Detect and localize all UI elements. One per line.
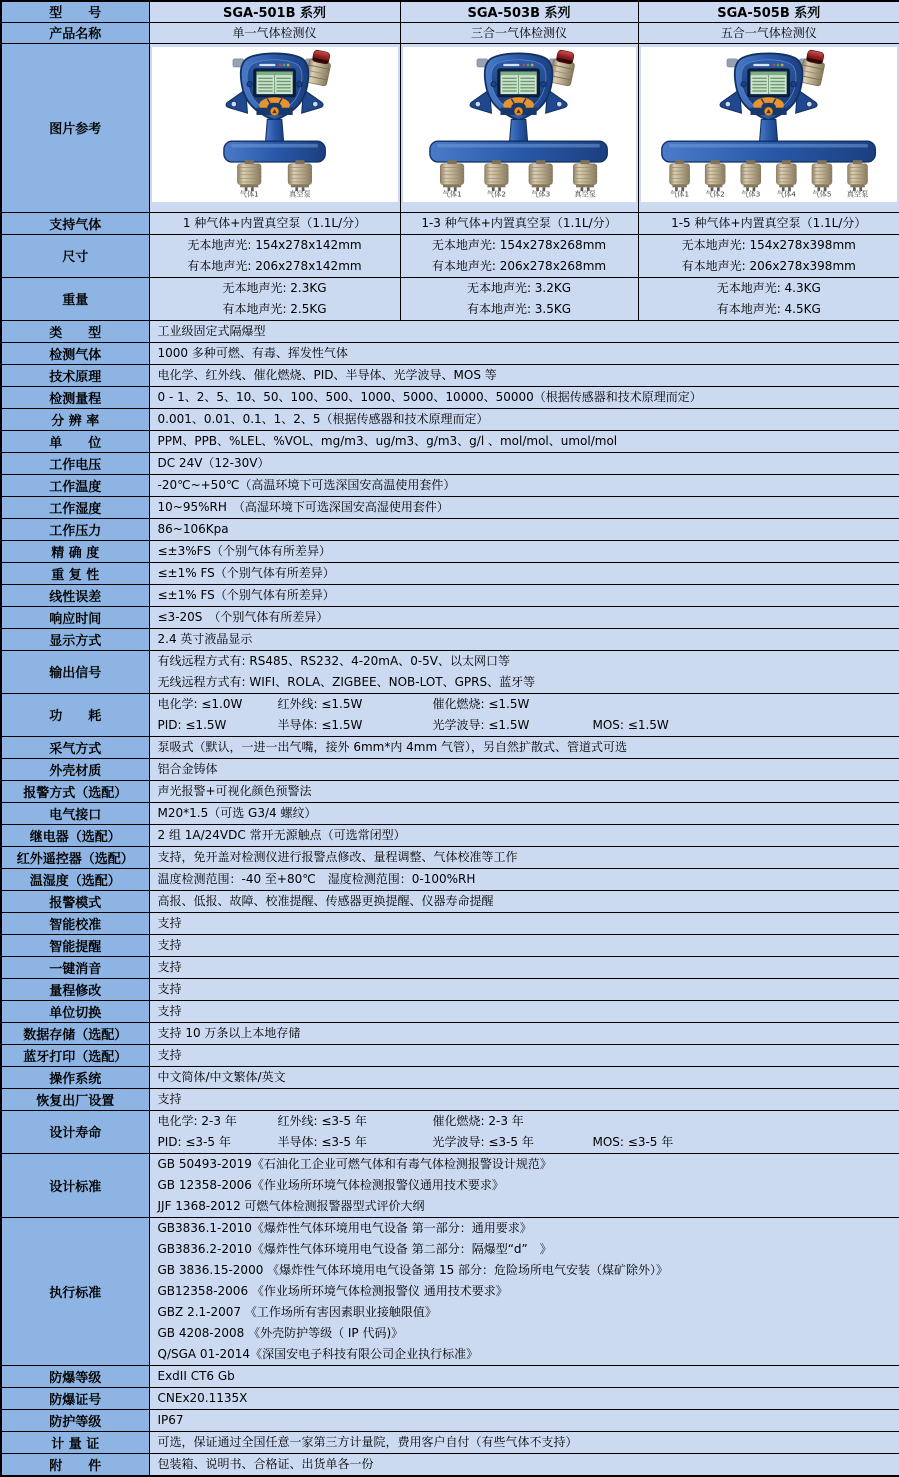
spec-row [1,540,899,562]
spec-text-line: 0 - 1、2、5、10、50、100、500、1000、5000、10000、50000（根据传感器和技术原理而定） [150,387,899,408]
spec-text-line: 支持 [150,1089,899,1110]
spec-value [149,408,899,430]
spec-value [149,934,899,956]
spec-text-line: PPM、PPB、%LEL、%VOL、mg/m3、ug/m3、g/m3、g/l 、mol/mol、umol/mol [150,431,899,452]
spec-value [149,320,899,342]
spec-segment: 红外线: ≤3-5 年 [278,1111,433,1132]
spec-text-line: 有本地声光: 206x278x398mm [639,256,899,277]
spec-value [149,802,899,824]
model-row [1,1,899,22]
spec-segment: 催化燃烧: ≤1.5W [433,694,593,715]
spec-label: 工作压力 [1,518,149,540]
spec-row [1,452,899,474]
spec-row [1,802,899,824]
spec-row [1,628,899,650]
spec-text-line: 无线远程方式有: WIFI、ROLA、ZIGBEE、NOB-LOT、GPRS、蓝牙等 [150,672,899,693]
spec-value [638,277,899,320]
spec-label: 技术原理 [1,364,149,386]
spec-row [1,846,899,868]
spec-text-line: 包装箱、说明书、合格证、出货单各一份 [150,1454,899,1475]
model-name: SGA-505B 系列 [638,1,899,22]
button-right [297,81,302,86]
spec-value [149,1217,899,1365]
sensor-label: 气体1 [670,189,689,198]
spec-text-line [150,715,899,736]
sensor-label: 气体1 [240,189,259,198]
product-photo [641,47,898,202]
spec-value [149,890,899,912]
spec-label: 蓝牙打印（选配） [1,1044,149,1066]
spec-text-line: GBZ 2.1-2007 《工作场所有害因素职业接触限值》 [150,1302,899,1323]
model-name: SGA-501B 系列 [149,1,400,22]
spec-label: 分 辨 率 [1,408,149,430]
product-name: 五合一气体检测仪 [638,22,899,43]
product-photo [403,47,636,202]
spec-text-line: 中文简体/中文繁体/英文 [150,1067,899,1088]
spec-text-line: GB 4208-2008 《外壳防护等级（ IP 代码)》 [150,1323,899,1344]
logo [504,64,520,66]
spec-segment: 光学波导: ≤3-5 年 [433,1132,593,1153]
spec-value [149,1365,899,1387]
spec-row [1,912,899,934]
spec-segment: PID: ≤1.5W [158,715,278,736]
spec-text-line: 2.4 英寸液晶显示 [150,629,899,650]
spec-value [400,212,638,234]
neck [760,119,778,142]
spec-value [149,758,899,780]
spec-value [149,562,899,584]
spec-text-line: 有线远程方式有: RS485、RS232、4-20mA、0-5V、以太网口等 [150,651,899,672]
spec-label: 执行标准 [1,1217,149,1365]
spec-label: 外壳材质 [1,758,149,780]
spec-text-line: 铝合金铸体 [150,759,899,780]
spec-segment: 电化学: ≤1.0W [158,694,278,715]
spec-text-line: JJF 1368-2012 可燃气体检测报警器型式评价大纲 [150,1196,899,1217]
spec-text-line: 10~95%RH （高湿环境下可选深国安高湿使用套件） [150,497,899,518]
led-red [523,64,526,67]
spec-segment: 催化燃烧: 2-3 年 [433,1111,593,1132]
alarm-beacon [549,49,577,86]
spec-text-line: 支持 [150,979,899,1000]
spec-row [1,736,899,758]
spec-row [1,1387,899,1409]
spec-row [1,562,899,584]
logo [753,64,769,66]
spec-value [149,452,899,474]
spec-text-line: 有本地声光: 3.5KG [401,299,638,320]
spec-value [149,212,400,234]
spec-value [149,1088,899,1110]
product-photo-cell [638,43,899,212]
spec-row [1,1153,899,1217]
spec-label: 类 型 [1,320,149,342]
sensor-label: 真空泵 [847,189,869,198]
spec-row [1,1365,899,1387]
model-row-label: 型 号 [1,1,149,22]
neck [510,119,528,142]
product-name-row [1,22,899,43]
spec-row [1,890,899,912]
spec-value [149,474,899,496]
spec-value [149,780,899,802]
spec-text-line: GB3836.2-2010《爆炸性气体环境用电气设备 第二部分：隔爆型“d” 》 [150,1239,899,1260]
spec-label: 重 复 性 [1,562,149,584]
spec-value [638,212,899,234]
spec-row [1,956,899,978]
spec-text-line: CNEx20.1135X [150,1388,899,1409]
spec-text-line: 1000 多种可燃、有毒、挥发性气体 [150,343,899,364]
spec-value [149,342,899,364]
spec-value [149,496,899,518]
spec-value [149,824,899,846]
product-photo-cell [149,43,400,212]
sensor-label: 气体5 [813,189,832,198]
spec-segment: MOS: ≤3-5 年 [593,1132,674,1153]
spec-row [1,320,899,342]
sensor-5 [812,160,832,198]
spec-text-line: 支持 [150,1045,899,1066]
spec-text-line: 0.001、0.01、0.1、1、2、5（根据传感器和技术原理而定） [150,409,899,430]
spec-value [149,430,899,452]
spec-text-line: 1-5 种气体+内置真空泵（1.1L/分） [639,213,899,234]
spec-text-line: 1-3 种气体+内置真空泵（1.1L/分） [401,213,638,234]
spec-text-line: 无本地声光: 2.3KG [150,278,400,299]
spec-text-line [150,694,899,715]
spec-label: 报警模式 [1,890,149,912]
product-name: 单一气体检测仪 [149,22,400,43]
spec-segment: MOS: ≤1.5W [593,715,669,736]
sensor-label: 气体3 [532,189,551,198]
spec-label: 红外遥控器（选配） [1,846,149,868]
spec-text-line: 高报、低报、故障、校准提醒、传感器更换提醒、仪器寿命提醒 [150,891,899,912]
spec-label: 电气接口 [1,802,149,824]
sensor-6 [847,160,869,198]
spec-text-line: 支持 [150,1001,899,1022]
spec-row [1,1066,899,1088]
product-name-label: 产品名称 [1,22,149,43]
spec-row [1,1000,899,1022]
button-right [541,81,546,86]
spec-text-line: 2 组 1A/24VDC 常开无源触点（可选常闭型） [150,825,899,846]
sensor-label: 真空泵 [289,189,311,198]
sensor-4 [574,160,598,198]
spec-value [400,234,638,277]
sensor-4 [777,160,797,198]
spec-value [638,234,899,277]
spec-text-line: M20*1.5（可选 G3/4 螺纹） [150,803,899,824]
spec-text-line: 支持 10 万条以上本地存储 [150,1023,899,1044]
spec-label: 输出信号 [1,650,149,693]
spec-text-line: ≤±3%FS（个别气体有所差异） [150,541,899,562]
spec-value [149,277,400,320]
spec-row [1,212,899,234]
spec-value [149,234,400,277]
spec-row [1,1088,899,1110]
spec-text-line: GB3836.1-2010《爆炸性气体环境用电气设备 第一部分：通用要求》 [150,1218,899,1239]
spec-row [1,430,899,452]
spec-row [1,824,899,846]
sensor-label: 气体2 [706,189,725,198]
spec-text-line: 支持 [150,957,899,978]
spec-label: 数据存储（选配） [1,1022,149,1044]
spec-row [1,408,899,430]
spec-text-line: 86~106Kpa [150,519,899,540]
spec-row [1,758,899,780]
sensor-3 [529,160,553,198]
sensor-2 [705,160,725,198]
spec-row [1,934,899,956]
neck [265,119,283,142]
logo [259,64,275,66]
spec-text-line: DC 24V（12-30V） [150,453,899,474]
spec-segment: 红外线: ≤1.5W [278,694,433,715]
spec-label: 单位切换 [1,1000,149,1022]
spec-row [1,386,899,408]
alarm-beacon [305,49,333,86]
sensor-2 [485,160,509,198]
spec-label: 计 量 证 [1,1431,149,1453]
led-green [527,64,530,67]
button-right [791,81,796,86]
led-red [773,64,776,67]
spec-text-line: 有本地声光: 206x278x142mm [150,256,400,277]
spec-row [1,364,899,386]
led-green [777,64,780,67]
spec-text-line: 无本地声光: 4.3KG [639,278,899,299]
product-photo-cell [400,43,638,212]
sensor-label: 气体3 [741,189,760,198]
spec-text-line: ≤3-20S （个别气体有所差异） [150,607,899,628]
spec-value [149,1409,899,1431]
spec-text-line: 有本地声光: 206x278x268mm [401,256,638,277]
spec-value [149,606,899,628]
spec-text-line: GB 3836.15-2000 《爆炸性气体环境用电气设备第 15 部分：危险场所电气安装（煤矿除外）》 [150,1260,899,1281]
spec-text-line [150,1132,899,1153]
spec-text-line: 无本地声光: 154x278x268mm [401,235,638,256]
spec-label: 智能提醒 [1,934,149,956]
spec-label: 精 确 度 [1,540,149,562]
spec-value [149,518,899,540]
device-image-sga-505b [660,48,877,200]
spec-row [1,1044,899,1066]
device-image-sga-501b [166,48,383,200]
spec-text-line: 工业级固定式隔爆型 [150,321,899,342]
spec-row [1,584,899,606]
spec-value [149,1453,899,1476]
spec-label: 检测气体 [1,342,149,364]
spec-label: 防爆证号 [1,1387,149,1409]
spec-table-body [1,1,899,1476]
spec-row [1,650,899,693]
spec-text-line: 泵吸式（默认，一进一出气嘴，接外 6mm*内 4mm 气管），另自然扩散式、管道式可选 [150,737,899,758]
spec-row [1,342,899,364]
spec-value [149,540,899,562]
spec-row [1,474,899,496]
spec-text-line: Q/SGA 01-2014《深国安电子科技有限公司企业执行标准》 [150,1344,899,1365]
spec-row [1,1453,899,1476]
spec-label: 显示方式 [1,628,149,650]
spec-row [1,693,899,736]
image-row [1,43,899,212]
spec-label: 设计标准 [1,1153,149,1217]
sensor-1 [237,160,261,198]
sensor-label: 气体2 [487,189,506,198]
spec-text-line: GB 50493-2019《石油化工企业可燃气体和有毒气体检测报警设计规范》 [150,1154,899,1175]
spec-row [1,1022,899,1044]
spec-value [149,978,899,1000]
spec-label: 工作电压 [1,452,149,474]
spec-label: 附 件 [1,1453,149,1476]
spec-text-line: 无本地声光: 3.2KG [401,278,638,299]
spec-row [1,518,899,540]
led-yellow [287,64,290,67]
spec-row [1,496,899,518]
spec-value [400,277,638,320]
spec-text-line: 支持 [150,913,899,934]
product-name: 三合一气体检测仪 [400,22,638,43]
spec-value [149,846,899,868]
spec-label: 一键消音 [1,956,149,978]
spec-row [1,1217,899,1365]
sensor-2 [288,160,312,198]
spec-text-line: ≤±1% FS（个别气体有所差异） [150,563,899,584]
spec-label: 恢复出厂设置 [1,1088,149,1110]
spec-text-line: 温度检测范围：-40 至+80℃ 湿度检测范围：0-100%RH [150,869,899,890]
spec-value [149,956,899,978]
spec-label: 重量 [1,277,149,320]
spec-value [149,1022,899,1044]
device-image-sga-503b [410,48,627,200]
spec-label: 工作温度 [1,474,149,496]
spec-value [149,693,899,736]
spec-text-line: GB12358-2006 《作业场所环境气体检测报警仪 通用技术要求》 [150,1281,899,1302]
button-left [491,81,496,86]
spec-text-line: GB 12358-2006《作业场所环境气体检测报警仪通用技术要求》 [150,1175,899,1196]
spec-value [149,868,899,890]
led-green [283,64,286,67]
spec-label: 设计寿命 [1,1110,149,1153]
spec-text-line: ≤±1% FS（个别气体有所差异） [150,585,899,606]
spec-text-line: 可选，保证通过全国任意一家第三方计量院，费用客户自付（有些气体不支持） [150,1432,899,1453]
sensor-3 [741,160,761,198]
spec-row [1,780,899,802]
spec-label: 报警方式（选配） [1,780,149,802]
spec-row [1,1110,899,1153]
spec-value [149,1066,899,1088]
spec-label: 防爆等级 [1,1365,149,1387]
spec-text-line: 有本地声光: 2.5KG [150,299,400,320]
spec-text-line: ExdII CT6 Gb [150,1366,899,1387]
sensor-label: 真空泵 [575,189,597,198]
spec-segment: 半导体: ≤3-5 年 [278,1132,433,1153]
sensor-1 [441,160,465,198]
spec-label: 继电器（选配） [1,824,149,846]
spec-text-line: 1 种气体+内置真空泵（1.1L/分） [150,213,400,234]
spec-value [149,1000,899,1022]
spec-text-line: 声光报警+可视化颜色预警法 [150,781,899,802]
spec-value [149,1044,899,1066]
button-left [741,81,746,86]
spec-value [149,912,899,934]
spec-row [1,868,899,890]
spec-row [1,234,899,277]
spec-value [149,1110,899,1153]
spec-value [149,1153,899,1217]
spec-label: 单 位 [1,430,149,452]
spec-text-line: 支持 [150,935,899,956]
spec-text-line: 无本地声光: 154x278x398mm [639,235,899,256]
spec-label: 工作湿度 [1,496,149,518]
spec-row [1,978,899,1000]
led-red [279,64,282,67]
spec-label: 智能校准 [1,912,149,934]
spec-value [149,650,899,693]
spec-value [149,584,899,606]
model-name: SGA-503B 系列 [400,1,638,22]
spec-text-line [150,1111,899,1132]
spec-value [149,1387,899,1409]
product-photo [152,47,398,202]
spec-label: 操作系统 [1,1066,149,1088]
spec-text-line: IP67 [150,1410,899,1431]
spec-value [149,736,899,758]
spec-row [1,606,899,628]
spec-value [149,628,899,650]
sensor-label: 气体4 [777,189,796,198]
spec-text-line: 电化学、红外线、催化燃烧、PID、半导体、光学波导、MOS 等 [150,365,899,386]
spec-label: 线性误差 [1,584,149,606]
spec-segment: 半导体: ≤1.5W [278,715,433,736]
spec-row [1,1409,899,1431]
spec-label: 支持气体 [1,212,149,234]
spec-row [1,1431,899,1453]
spec-value [149,1431,899,1453]
spec-label: 量程修改 [1,978,149,1000]
spec-label: 温湿度（选配） [1,868,149,890]
spec-text-line: 无本地声光: 154x278x142mm [150,235,400,256]
spec-segment: PID: ≤3-5 年 [158,1132,278,1153]
spec-label: 尺寸 [1,234,149,277]
spec-text-line: -20℃~+50℃（高温环境下可选深国安高温使用套件） [150,475,899,496]
alarm-beacon [799,49,827,86]
spec-label: 采气方式 [1,736,149,758]
led-yellow [781,64,784,67]
button-left [247,81,252,86]
spec-label: 响应时间 [1,606,149,628]
spec-value [149,364,899,386]
spec-label: 功 耗 [1,693,149,736]
image-row-label: 图片参考 [1,43,149,212]
spec-value [149,386,899,408]
spec-label: 检测量程 [1,386,149,408]
spec-text-line: 支持，免开盖对检测仪进行报警点修改、量程调整、气体校准等工作 [150,847,899,868]
sensor-1 [670,160,690,198]
spec-segment: 电化学: 2-3 年 [158,1111,278,1132]
spec-label: 防护等级 [1,1409,149,1431]
spec-text-line: 有本地声光: 4.5KG [639,299,899,320]
sensor-label: 气体1 [443,189,462,198]
spec-row [1,277,899,320]
spec-segment: 光学波导: ≤1.5W [433,715,593,736]
led-yellow [531,64,534,67]
